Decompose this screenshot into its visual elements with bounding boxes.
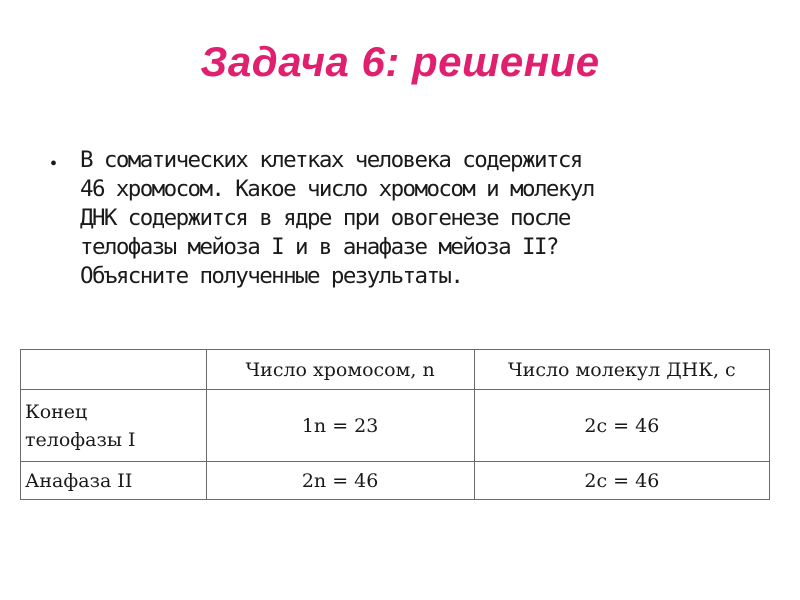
phase-label — [21, 390, 207, 462]
chromosome-count-cell: 2n = 46 — [206, 462, 474, 500]
table-row — [21, 462, 770, 500]
table-header-chromosomes: Число хромосом, n — [206, 350, 474, 390]
table-header-row — [21, 350, 770, 390]
dna-count-cell: 2c = 46 — [474, 462, 769, 500]
phase-label-line: Конец — [25, 400, 88, 423]
slide-title: Задача 6: решение — [200, 38, 600, 85]
task-text-line: Объясните полученные результаты. — [80, 263, 463, 289]
task-statement — [50, 146, 750, 291]
task-text-line: ДНК содержится в ядре при овогенезе после — [80, 205, 570, 231]
phase-label-line: телофазы I — [25, 428, 136, 451]
task-text-line: 46 хромосом. Какое число хромосом и молекул — [80, 176, 594, 202]
answer-table — [20, 349, 770, 500]
table-row — [21, 390, 770, 462]
phase-label-line: Анафаза II — [25, 469, 133, 492]
chromosome-count-cell: 1n = 23 — [206, 390, 474, 462]
phase-label — [21, 462, 207, 500]
task-text-line: телофазы мейоза I и в анафазе мейоза II? — [80, 234, 558, 260]
table-header-dna: Число молекул ДНК, с — [474, 350, 769, 390]
task-text-line: В соматических клетках человека содержится — [80, 147, 582, 173]
bullet-icon: • — [50, 153, 58, 175]
task-text — [80, 146, 750, 291]
dna-count-cell: 2c = 46 — [474, 390, 769, 462]
table-header-empty — [21, 350, 207, 390]
